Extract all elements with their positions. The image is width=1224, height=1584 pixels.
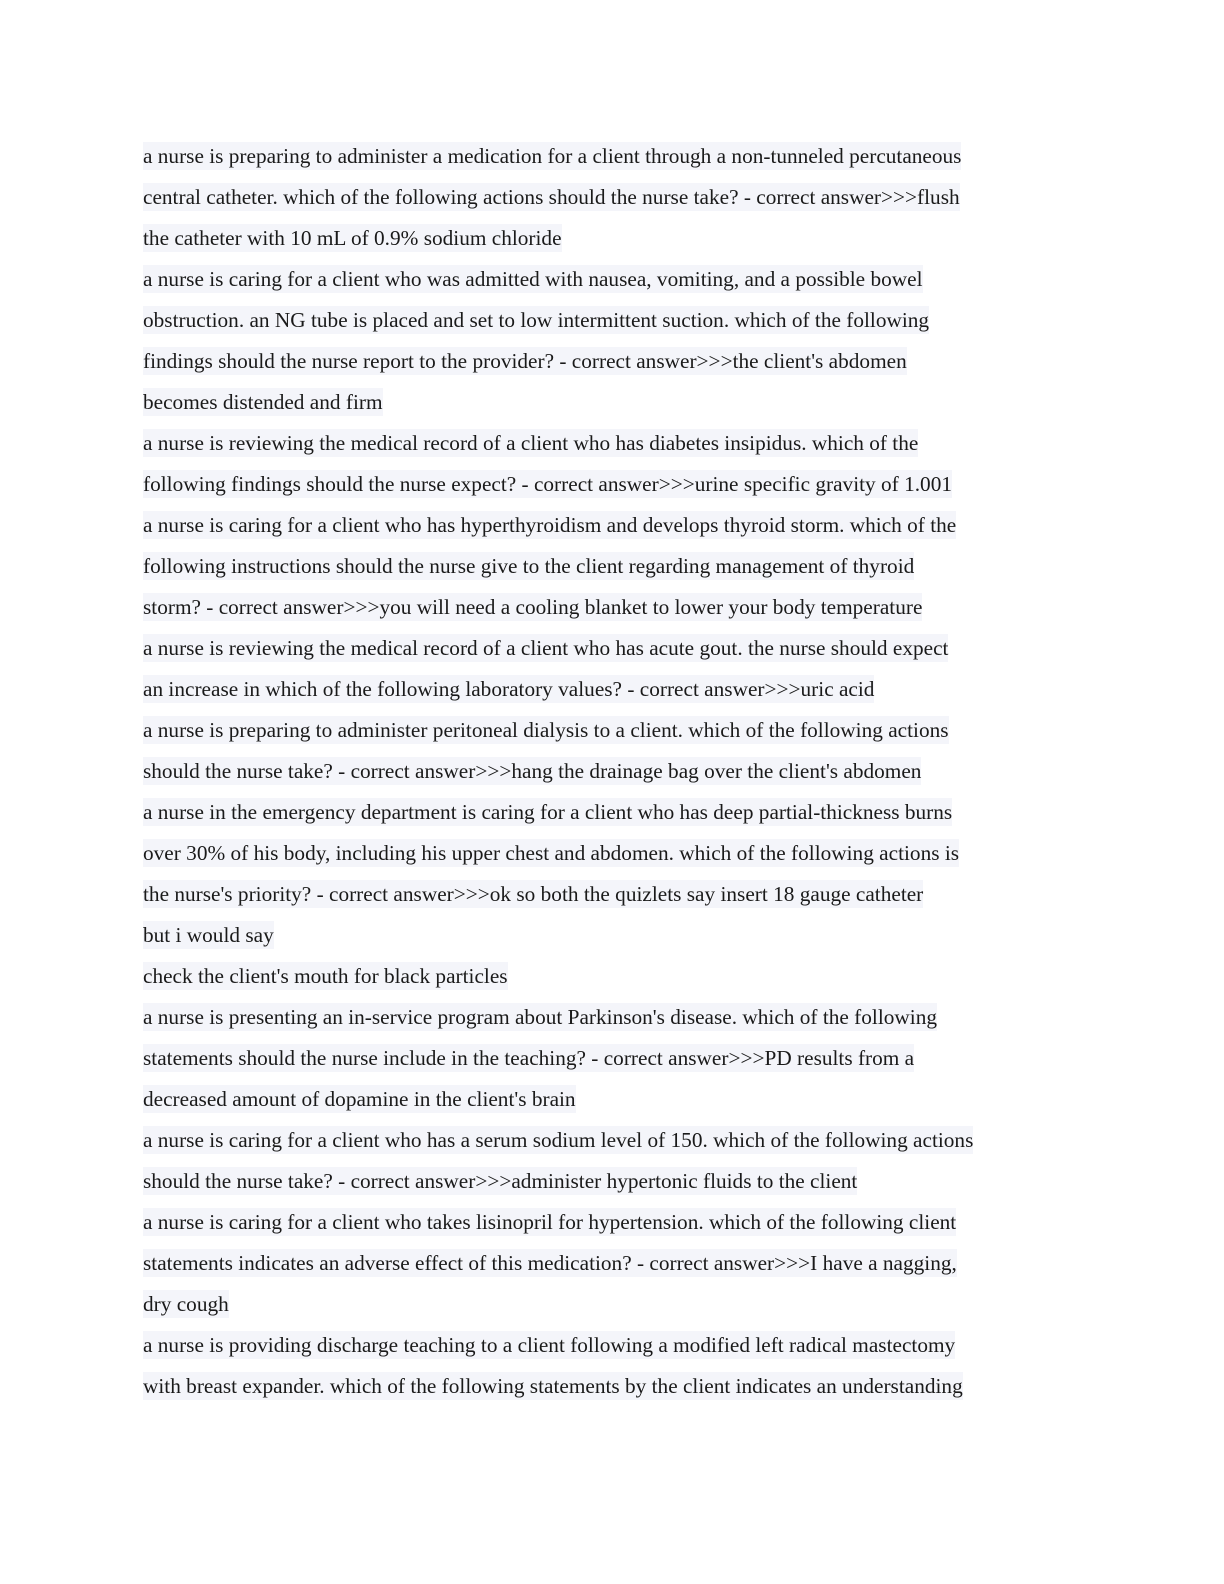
text-line: the catheter with 10 mL of 0.9% sodium chloride (143, 226, 562, 250)
text-line: a nurse is preparing to administer a medication for a client through a non-tunneled percutaneous (143, 144, 962, 168)
text-line: obstruction. an NG tube is placed and set to low intermittent suction. which of the following (143, 308, 930, 332)
document-text (143, 136, 1083, 1407)
text-line: the nurse's priority? - correct answer>>>ok so both the quizlets say insert 18 gauge catheter (143, 882, 924, 906)
text-line: following findings should the nurse expect? - correct answer>>>urine specific gravity of 1.001 (143, 472, 952, 496)
text-line: storm? - correct answer>>>you will need a cooling blanket to lower your body temperature (143, 595, 923, 619)
text-line: check the client's mouth for black particles (143, 964, 508, 988)
text-line: a nurse is providing discharge teaching to a client following a modified left radical mastectomy (143, 1333, 956, 1357)
text-line: a nurse is caring for a client who has a serum sodium level of 150. which of the following actions (143, 1128, 974, 1152)
text-line: but i would say (143, 923, 274, 947)
text-line: a nurse is preparing to administer peritoneal dialysis to a client. which of the following actions (143, 718, 949, 742)
text-line: a nurse is presenting an in-service program about Parkinson's disease. which of the following (143, 1005, 937, 1029)
text-line: should the nurse take? - correct answer>>>hang the drainage bag over the client's abdomen (143, 759, 922, 783)
text-line: a nurse is reviewing the medical record of a client who has diabetes insipidus. which of the (143, 431, 919, 455)
text-line: decreased amount of dopamine in the client's brain (143, 1087, 576, 1111)
text-line: over 30% of his body, including his upper chest and abdomen. which of the following actions is (143, 841, 960, 865)
text-line: a nurse is caring for a client who was admitted with nausea, vomiting, and a possible bowel (143, 267, 923, 291)
text-line: statements should the nurse include in the teaching? - correct answer>>>PD results from a (143, 1046, 915, 1070)
text-line: a nurse is caring for a client who takes lisinopril for hypertension. which of the following client (143, 1210, 957, 1234)
text-line: following instructions should the nurse give to the client regarding management of thyroid (143, 554, 915, 578)
text-line: becomes distended and firm (143, 390, 383, 414)
text-line: findings should the nurse report to the provider? - correct answer>>>the client's abdomen (143, 349, 907, 373)
text-line: dry cough (143, 1292, 229, 1316)
text-line: an increase in which of the following laboratory values? - correct answer>>>uric acid (143, 677, 875, 701)
text-line: a nurse is reviewing the medical record of a client who has acute gout. the nurse should expect (143, 636, 949, 660)
text-line: a nurse is caring for a client who has hyperthyroidism and develops thyroid storm. which of the (143, 513, 957, 537)
text-line: with breast expander. which of the following statements by the client indicates an understanding (143, 1374, 963, 1398)
text-line: central catheter. which of the following actions should the nurse take? - correct answer>>>flush (143, 185, 960, 209)
text-line: should the nurse take? - correct answer>>>administer hypertonic fluids to the client (143, 1169, 858, 1193)
text-line: statements indicates an adverse effect of this medication? - correct answer>>>I have a nagging, (143, 1251, 957, 1275)
text-line: a nurse in the emergency department is caring for a client who has deep partial-thickness burns (143, 800, 953, 824)
